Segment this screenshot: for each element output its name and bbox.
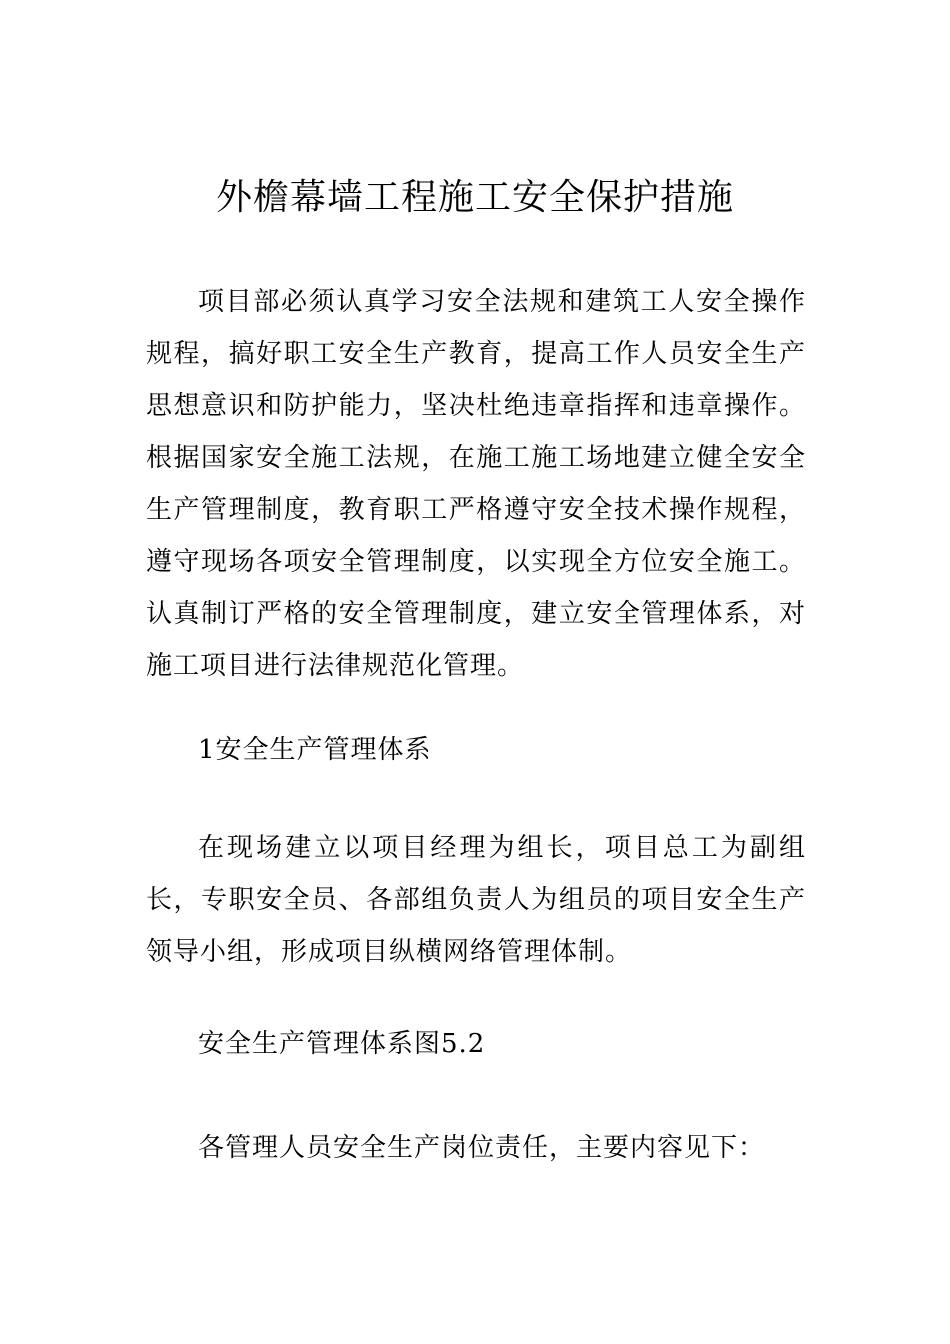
document-title: 外檐幕墙工程施工安全保护措施 [215, 177, 734, 218]
responsibility-paragraph: 各管理人员安全生产岗位责任，主要内容见下： [198, 1133, 766, 1163]
section-heading: 1安全生产管理体系 [198, 735, 432, 765]
intro-paragraph: 项目部必须认真学习安全法规和建筑工人安全操作规程，搞好职工安全生产教育，提高工作人员安全生产思想意识和防护能力，坚决杜绝违章指挥和违章操作。根据国家安全施工法规，在施工施工场地建立健全安全生产管理制度，教育职工严格遵守安全技术操作规程，遵守现场各项安全管理制度，以实现全方位安全施工。认真制订严格的安全管理制度，建立安全管理体系，对施工项目进行法律规范化管理。 [146, 287, 806, 681]
section-paragraph: 在现场建立以项目经理为组长，项目总工为副组长，专职安全员、各部组负责人为组员的项目安全生产领导小组，形成项目纵横网络管理体制。 [146, 833, 806, 967]
figure-caption: 安全生产管理体系图5.2 [198, 1029, 486, 1059]
